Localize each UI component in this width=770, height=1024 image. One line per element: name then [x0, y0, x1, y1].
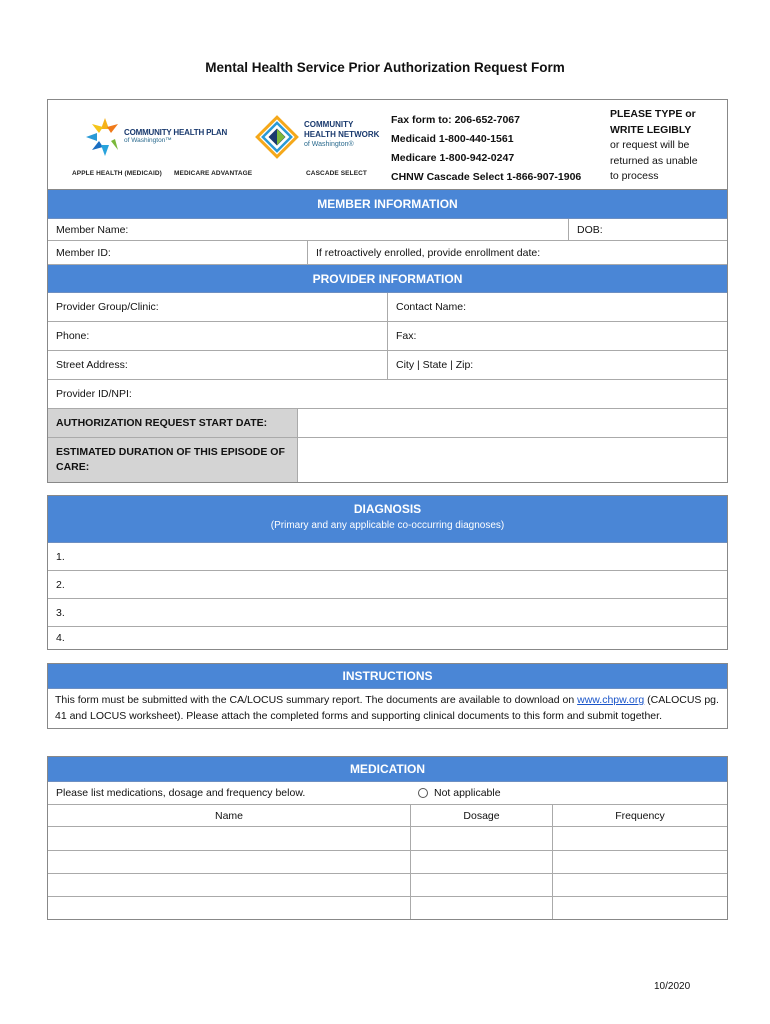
phone-field[interactable]	[48, 322, 387, 350]
please-line: or request will be	[610, 139, 690, 151]
medicare-label: MEDICARE ADVANTAGE	[174, 170, 253, 177]
legibility-note	[610, 107, 698, 185]
fax-line: Fax form to: 206-652-7067	[391, 114, 520, 126]
cascade-label: CASCADE SELECT	[306, 170, 367, 177]
fax-line: Medicaid 1-800-440-1561	[391, 133, 514, 145]
not-applicable-option[interactable]	[408, 782, 727, 804]
diagnosis-title: DIAGNOSIS	[353, 502, 422, 516]
diagnosis-row[interactable]	[48, 543, 727, 570]
street-address-field[interactable]	[48, 351, 387, 379]
diagnosis-row[interactable]	[48, 599, 727, 626]
logo2-name-line2: HEALTH NETWORK	[304, 130, 380, 139]
auth-start-input[interactable]	[297, 409, 727, 437]
logo2-sub: of Washington®	[304, 141, 354, 148]
fax-info	[391, 111, 581, 187]
provider-npi-label: Provider ID/NPI:	[56, 388, 132, 400]
diagnosis-subtitle: (Primary and any applicable co-occurring diagnoses)	[270, 520, 505, 531]
medication-section	[47, 756, 728, 920]
medication-heading: MEDICATION	[48, 757, 727, 782]
diagnosis-number: 3.	[56, 606, 65, 619]
enrollment-date-field[interactable]	[307, 241, 727, 264]
fax-label: Fax:	[396, 330, 417, 342]
please-line: returned as unable	[610, 154, 698, 167]
medication-prompt: Please list medications, dosage and frequency below.	[56, 787, 306, 799]
chnw-logo-icon	[254, 114, 300, 160]
diagnosis-row[interactable]	[48, 571, 727, 598]
med-name-input[interactable]	[48, 874, 410, 896]
diagnosis-section	[47, 495, 728, 650]
instructions-text-before: This form must be submitted with the CA/LOCUS summary report. The documents are available to download on	[55, 694, 578, 706]
please-line: to process	[610, 170, 659, 182]
phone-label: Phone:	[56, 330, 90, 342]
instructions-heading: INSTRUCTIONS	[48, 664, 727, 689]
diagnosis-number: 4.	[56, 632, 65, 644]
member-id-label: Member ID:	[56, 246, 111, 259]
chpw-logo-icon	[84, 116, 126, 158]
med-dosage-input[interactable]	[410, 827, 552, 850]
med-frequency-input[interactable]	[552, 874, 727, 896]
auth-start-label: AUTHORIZATION REQUEST START DATE:	[48, 409, 297, 437]
provider-group-label: Provider Group/Clinic:	[56, 301, 159, 313]
med-frequency-input[interactable]	[552, 897, 727, 919]
fax-line: CHNW Cascade Select 1-866-907-1906	[391, 171, 582, 183]
med-frequency-input[interactable]	[552, 851, 727, 873]
instructions-text-after: (CALOCUS pg. 41 and LOCUS worksheet). Please attach the completed forms and supporting clinical documents to this form and submit together.	[55, 694, 719, 722]
diagnosis-number: 1.	[56, 550, 65, 563]
page-title: Mental Health Service Prior Authorization Request Form	[205, 60, 565, 75]
col-header-frequency: Frequency	[552, 805, 727, 826]
diagnosis-number: 2.	[56, 578, 65, 591]
member-name-label: Member Name:	[56, 223, 129, 236]
fax-field[interactable]	[387, 322, 727, 350]
member-heading: MEMBER INFORMATION	[48, 190, 727, 219]
fax-line: Medicare 1-800-942-0247	[391, 152, 515, 164]
med-name-input[interactable]	[48, 851, 410, 873]
episode-duration-input[interactable]	[297, 438, 727, 482]
provider-npi-field[interactable]	[48, 380, 727, 408]
med-name-input[interactable]	[48, 897, 410, 919]
col-header-name: Name	[214, 809, 243, 822]
episode-duration-label: ESTIMATED DURATION OF THIS EPISODE OF CARE:	[48, 438, 297, 482]
provider-group-field[interactable]	[48, 293, 387, 321]
street-address-label: Street Address:	[56, 359, 128, 371]
med-dosage-input[interactable]	[410, 874, 552, 896]
logo1-name: COMMUNITY HEALTH PLAN	[124, 128, 228, 137]
city-state-zip-field[interactable]	[387, 351, 727, 379]
med-frequency-input[interactable]	[552, 827, 727, 850]
medicaid-label: APPLE HEALTH (MEDICAID)	[72, 170, 162, 177]
col-header-dosage: Dosage	[410, 805, 552, 826]
diagnosis-heading	[48, 496, 727, 543]
med-dosage-input[interactable]	[410, 897, 552, 919]
member-id-field[interactable]	[48, 241, 307, 264]
please-line: PLEASE TYPE or	[610, 108, 696, 120]
please-line: WRITE LEGIBLY	[610, 123, 692, 136]
member-name-field[interactable]	[48, 219, 568, 240]
not-applicable-label: Not applicable	[434, 787, 501, 799]
med-dosage-input[interactable]	[410, 851, 552, 873]
logo2-name-line1: COMMUNITY	[304, 120, 354, 129]
enrollment-date-label: If retroactively enrolled, provide enrollment date:	[316, 246, 541, 259]
dob-field[interactable]	[568, 219, 727, 240]
instructions-text	[48, 689, 727, 728]
form-version-date: 10/2020	[654, 981, 691, 992]
chpw-link[interactable]: www.chpw.org	[577, 694, 645, 706]
diagnosis-row[interactable]	[48, 627, 727, 649]
med-name-input[interactable]	[48, 827, 410, 850]
logo1-sub: of Washington™	[124, 137, 172, 144]
form-header	[47, 99, 728, 189]
contact-name-label: Contact Name:	[396, 301, 467, 313]
radio-circle-icon[interactable]	[418, 788, 428, 798]
provider-heading: PROVIDER INFORMATION	[48, 265, 727, 293]
instructions-section	[47, 663, 728, 729]
member-provider-section	[47, 189, 728, 483]
city-state-zip-label: City | State | Zip:	[396, 359, 474, 371]
dob-label: DOB:	[577, 223, 603, 236]
contact-name-field[interactable]	[387, 293, 727, 321]
